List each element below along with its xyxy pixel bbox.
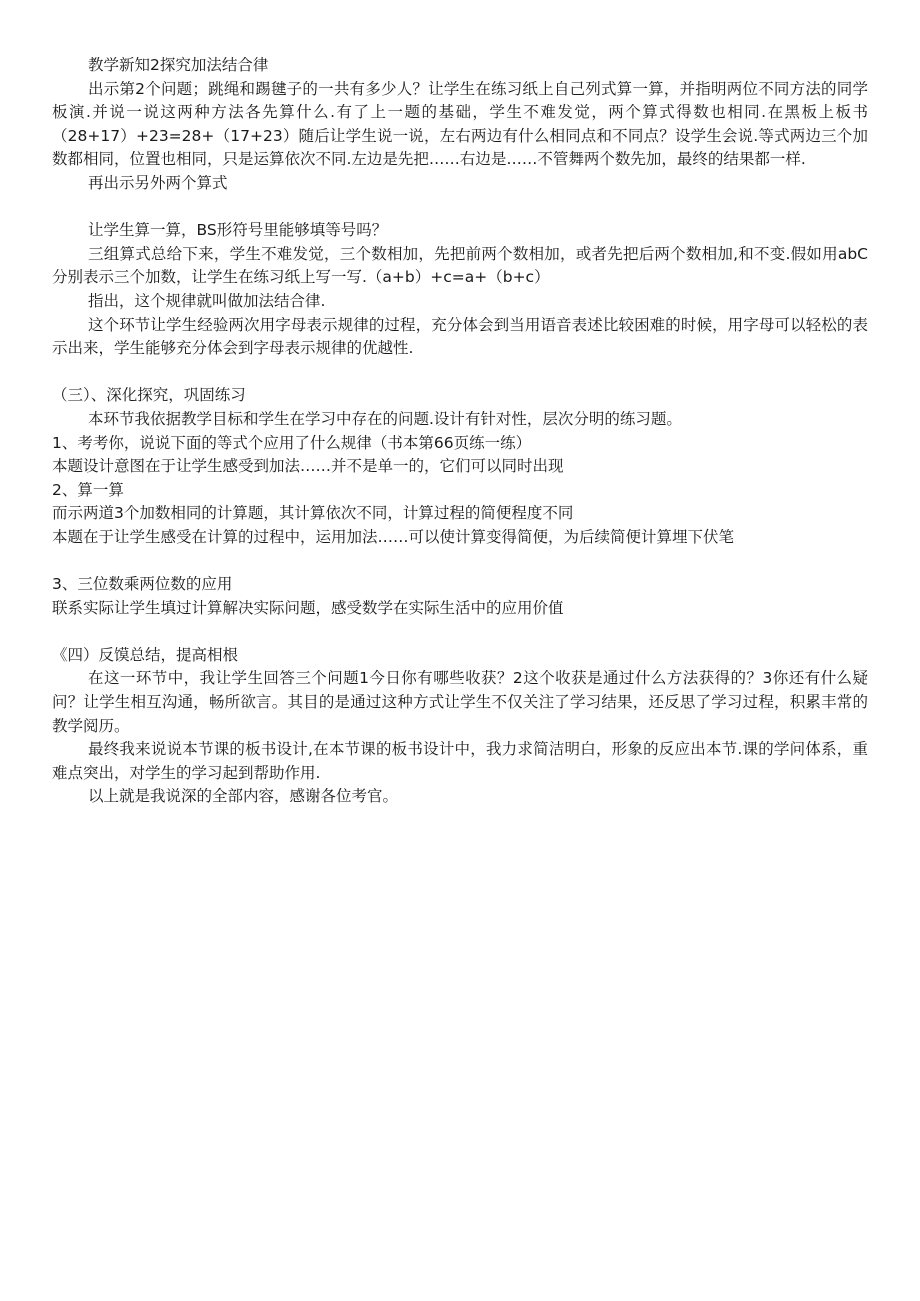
paragraph: 2、算一算 xyxy=(52,480,124,499)
paragraph: 《四）反馍总结，提高相根 xyxy=(52,645,239,664)
paragraph: 三组算式总给下来，学生不难发觉，三个数相加，先把前两个数相加，或者先把后两个数相加,和不变.假如用abC分别表示三个加数，让学生在练习纸上写一写.（a+b）+c=a+（b+c） xyxy=(52,244,868,287)
paragraph: 1、考考你，说说下面的等式个应用了什么规律（书本第66页练一练） xyxy=(52,433,532,452)
paragraph: 以上就是我说深的全部内容，感谢各位考官。 xyxy=(88,787,399,806)
paragraph: 3、三位数乘两位数的应用 xyxy=(52,575,233,594)
paragraph: 指出，这个规律就叫做加法结合律. xyxy=(88,291,326,310)
paragraph: 而示两道3个加数相同的计算题，其计算依次不同，计算过程的简便程度不同 xyxy=(52,504,574,523)
paragraph: 本题在于让学生感受在计算的过程中，运用加法……可以使计算变得简便，为后续简便计算埋下伏笔 xyxy=(52,527,735,546)
blank-line xyxy=(52,620,868,644)
paragraph: 让学生算一算，BS形符号里能够填等号吗？ xyxy=(88,221,388,240)
paragraph: 再出示另外两个算式 xyxy=(88,173,228,192)
blank-line xyxy=(52,196,868,220)
paragraph: 本题设计意图在于让学生感受到加法……并不是单一的，它们可以同时出现 xyxy=(52,457,564,476)
paragraph: 这个环节让学生经验两次用字母表示规律的过程，充分体会到当用语音表述比较困难的时候，用字母可以轻松的表示出来，学生能够充分体会到字母表示规律的优越性. xyxy=(52,315,868,358)
blank-line xyxy=(52,549,868,573)
paragraph: 联系实际让学生填过计算解决实际问题，感受数学在实际生活中的应用价值 xyxy=(52,598,564,617)
document-page xyxy=(52,54,868,809)
paragraph: 最终我来说说本节课的板书设计,在本节课的板书设计中，我力求简洁明白，形象的反应出本节.课的学问体系，重难点突出，对学生的学习起到帮助作用. xyxy=(52,740,868,782)
paragraph: （三）、深化探究，巩固练习 xyxy=(52,386,246,405)
paragraph: 本环节我依据教学目标和学生在学习中存在的问题.设计有针对性，层次分明的练习题。 xyxy=(88,409,682,428)
paragraph: 在这一环节中，我让学生回答三个问题1今日你有哪些收获？2这个收获是通过什么方法获得的？3你还有什么疑问？让学生相互沟通，畅所欲言。其目的是通过这种方式让学生不仅关注了学习结果，还反思了学习过程，积累丰常的教学阅历。 xyxy=(52,669,868,735)
paragraph: 出示第2个问题；跳绳和踢毽子的一共有多少人？让学生在练习纸上自己列式算一算，并指明两位不同方法的同学板演.并说一说这两种方法各先算什么.有了上一题的基础，学生不难发觉，两个算式得数也相同.在黑板上板书（28+17）+23=28+（17+23）随后让学生说一说，左右两边有什么相同点和不同点？设学生会说.等式两边三个加数都相同，位置也相同，只是运算依次不同.左边是先把……右边是……不管舞两个数先加，最终的结果都一样. xyxy=(52,79,868,169)
blank-line xyxy=(52,361,868,385)
paragraph: 教学新知2探究加法结合律 xyxy=(88,56,269,74)
